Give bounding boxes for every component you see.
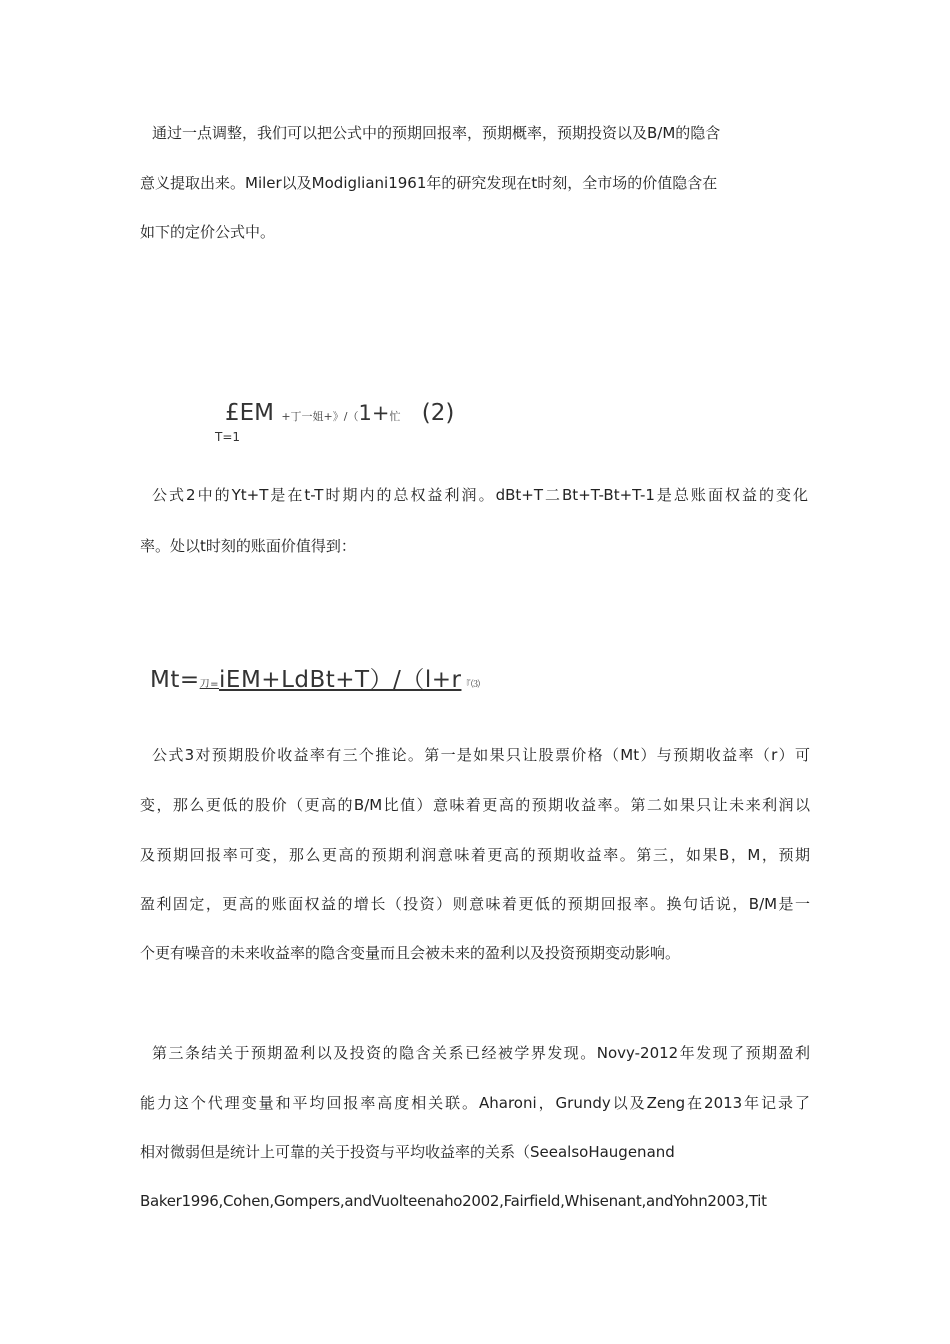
formula-3-rhs: iEM+LdBt+T）/（l+r (219, 667, 462, 693)
formula-3 (150, 661, 481, 694)
formula-2-fraction: +丁一姐+》/（ (281, 410, 359, 423)
paragraph-4-line-4: Baker1996,Cohen,Gompers,andVuolteenaho2002,Fairfield,Whisenant,andYohn2003,Tit (140, 1192, 767, 1210)
formula-2-subscript: T=1 (215, 430, 241, 444)
paragraph-3-line-4: 盈利固定，更高的账面权益的增长（投资）则意味着更低的预期回报率。换句话说，B/M是一 (140, 895, 810, 913)
paragraph-4-line-3: 相对微弱但是统计上可靠的关于投资与平均收益率的关系（SeealsoHaugenand (140, 1143, 675, 1161)
paragraph-3-line-1: 公式3对预期股价收益率有三个推论。第一是如果只让股票价格（Mt）与预期收益率（r）可 (152, 746, 810, 764)
paragraph-3-line-3: 及预期回报率可变，那么更高的预期利润意味着更高的预期收益率。第三，如果B，M，预期 (140, 846, 810, 864)
formula-3-lhs: Mt= (150, 667, 200, 693)
formula-2-sum: £EM (225, 400, 275, 426)
formula-2-label: (2) (421, 400, 455, 426)
paragraph-2-line-1: 公式2中的Yt+T是在t-T时期内的总权益利润。dBt+T二Bt+T-Bt+T-1是总账面权益的变化 (152, 486, 808, 504)
paragraph-2-line-2: 率。处以t时刻的账面价值得到： (140, 537, 356, 555)
formula-3-bracket: 『 (461, 680, 471, 690)
formula-2 (225, 400, 454, 426)
formula-2-exponent: 忙 (389, 410, 401, 423)
paragraph-1-line-1: 通过一点调整，我们可以把公式中的预期回报率，预期概率，预期投资以及B/M的隐含 (152, 124, 721, 142)
formula-3-label: ⑶ (470, 680, 481, 690)
formula-3-sum-limit: 刀= (199, 679, 220, 690)
paragraph-3-line-5: 个更有噪音的未来收益率的隐含变量而且会被未来的盈利以及投资预期变动影响。 (140, 944, 681, 962)
paragraph-1-line-2: 意义提取出来。Miler以及Modigliani1961年的研究发现在t时刻，全市场的价值隐含在 (140, 174, 718, 192)
paragraph-4-line-1: 第三条结关于预期盈利以及投资的隐含关系已经被学界发现。Novy-2012年发现了预期盈利 (152, 1044, 810, 1062)
formula-2-denominator: 1+ (358, 401, 390, 425)
paragraph-1-line-3: 如下的定价公式中。 (140, 223, 276, 241)
paragraph-3-line-2: 变，那么更低的股价（更高的B/M比值）意味着更高的预期收益率。第二如果只让未来利润以 (140, 796, 810, 814)
paragraph-4-line-2: 能力这个代理变量和平均回报率高度相关联。Aharoni，Grundy以及Zeng在2013年记录了 (140, 1094, 810, 1112)
